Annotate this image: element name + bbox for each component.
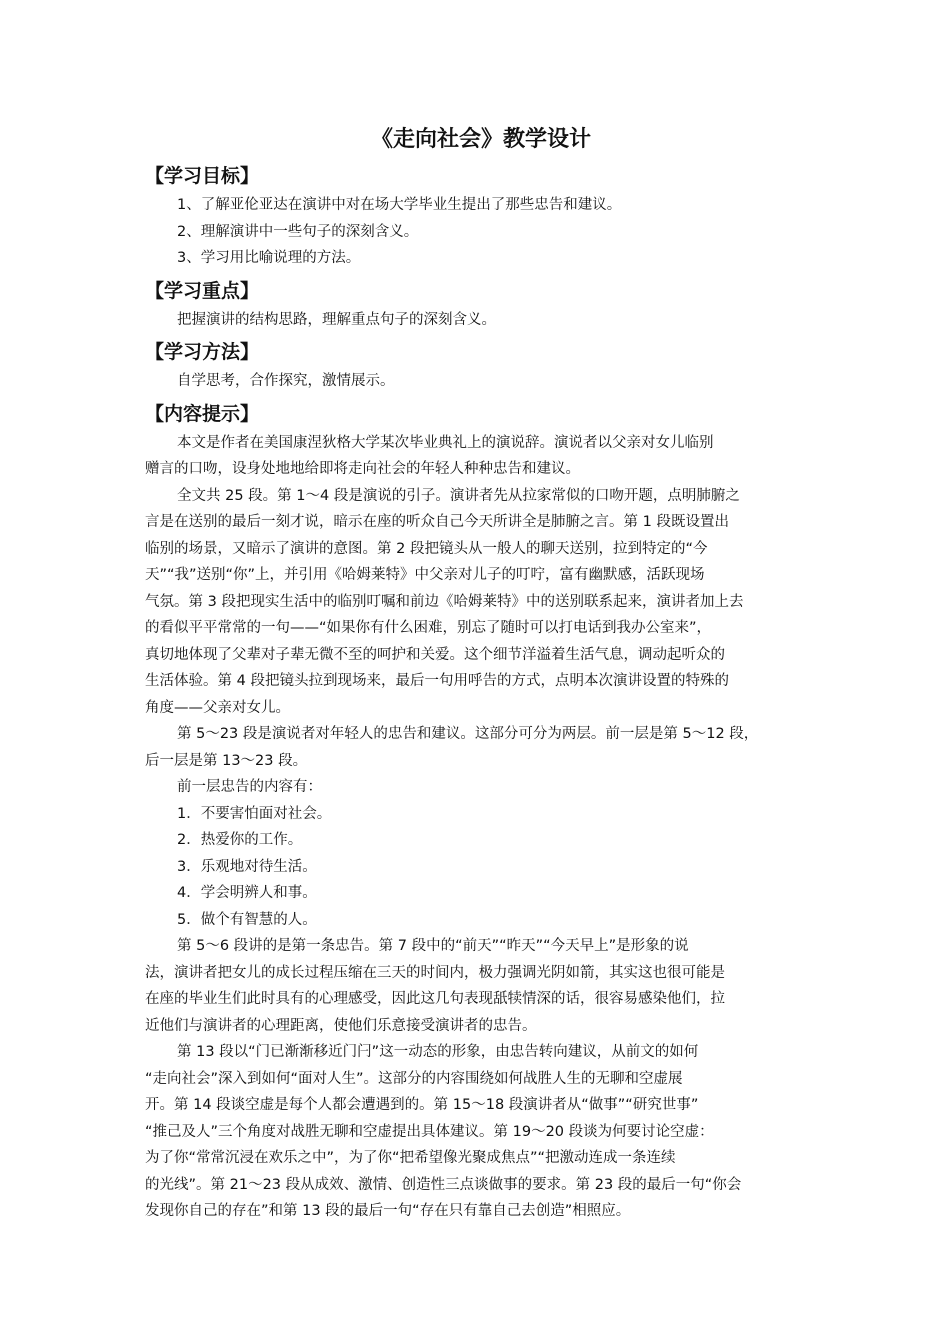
advice-list-item: 4．学会明辨人和事。 bbox=[177, 885, 317, 901]
goal-item: 2、理解演讲中一些句子的深刻含义。 bbox=[177, 223, 419, 240]
advice-list-item: 3．乐观地对待生活。 bbox=[177, 858, 317, 875]
content-line: 真切地体现了父辈对子辈无微不至的呵护和关爱。这个细节洋溢着生活气息，调动起听众的 bbox=[145, 646, 725, 663]
content-line: 生活体验。第 4 段把镜头拉到现场来，最后一句用呼告的方式，点明本次演讲设置的特殊的 bbox=[145, 673, 729, 689]
content-line: 的看似平平常常的一句——“如果你有什么困难，别忘了随时可以打电话到我办公室来”， bbox=[145, 620, 712, 636]
content-line: 近他们与演讲者的心理距离，使他们乐意接受演讲者的忠告。 bbox=[145, 1017, 537, 1034]
content-line: 在座的毕业生们此时具有的心理感受，因此这几句表现舐犊情深的话，很容易感染他们，拉 bbox=[145, 991, 725, 1007]
content-line: 前一层忠告的内容有： bbox=[177, 779, 322, 795]
content-line: 第 13 段以“门已渐渐移近门闩”这一动态的形象，由忠告转向建议，从前文的如何 bbox=[177, 1044, 699, 1060]
content-line: 气氛。第 3 段把现实生活中的临别叮嘱和前边《哈姆莱特》中的送别联系起来，演讲者加上去 bbox=[145, 593, 744, 610]
document-page bbox=[145, 120, 817, 1225]
section-heading-focus: 【学习重点】 bbox=[145, 279, 260, 302]
content-line: 法，演讲者把女儿的成长过程压缩在三天的时间内，极力强调光阴如箭，其实这也很可能是 bbox=[145, 964, 725, 981]
content-line: 全文共 25 段。第 1～4 段是演说的引子。演讲者先从拉家常似的口吻开题，点明肺腑之 bbox=[177, 487, 740, 504]
content-line: 临别的场景，又暗示了演讲的意图。第 2 段把镜头从一般人的聊天送别，拉到特定的“今 bbox=[145, 540, 708, 557]
content-line: 本文是作者在美国康涅狄格大学某次毕业典礼上的演说辞。演说者以父亲对女儿临别 bbox=[177, 434, 714, 451]
content-line: 第 5～23 段是演说者对年轻人的忠告和建议。这部分可分为两层。前一层是第 5～12 段， bbox=[177, 726, 759, 742]
content-line: 赠言的口吻，设身处地地给即将走向社会的年轻人种种忠告和建议。 bbox=[145, 461, 580, 477]
content-body bbox=[145, 430, 817, 1225]
content-line: 发现你自己的存在”和第 13 段的最后一句“存在只有靠自己去创造”相照应。 bbox=[145, 1203, 631, 1219]
content-line: 天”“我”送别“你”上，并引用《哈姆莱特》中父亲对儿子的叮咛，富有幽默感，活跃现场 bbox=[145, 567, 705, 583]
section-heading-content: 【内容提示】 bbox=[145, 402, 260, 425]
content-line: “推己及人”三个角度对战胜无聊和空虚提出具体建议。第 19～20 段谈为何要讨论空虚： bbox=[145, 1123, 714, 1140]
content-line: 第 5～6 段讲的是第一条忠告。第 7 段中的“前天”“昨天”“今天早上”是形象的说 bbox=[177, 938, 689, 954]
method-text: 自学思考，合作探究，激情展示。 bbox=[177, 373, 395, 389]
content-line: 为了你“常常沉浸在欢乐之中”，为了你“把希望像光聚成焦点”“把激动连成一条连续 bbox=[145, 1150, 676, 1166]
advice-list-item: 5．做个有智慧的人。 bbox=[177, 911, 317, 928]
content-line: 的光线”。第 21～23 段从成效、激情、创造性三点谈做事的要求。第 23 段的最后一句“你会 bbox=[145, 1176, 742, 1193]
goal-item: 1、了解亚伦亚达在演讲中对在场大学毕业生提出了那些忠告和建议。 bbox=[177, 197, 622, 213]
focus-text: 把握演讲的结构思路，理解重点句子的深刻含义。 bbox=[177, 311, 496, 328]
content-line: 开。第 14 段谈空虚是每个人都会遭遇到的。第 15～18 段演讲者从“做事”“研究世事” bbox=[145, 1097, 699, 1113]
content-line: 角度——父亲对女儿。 bbox=[145, 699, 290, 716]
advice-list-item: 1．不要害怕面对社会。 bbox=[177, 805, 332, 822]
advice-list-item: 2．热爱你的工作。 bbox=[177, 832, 303, 848]
goal-item: 3、学习用比喻说理的方法。 bbox=[177, 250, 361, 266]
content-line: “走向社会”深入到如何“面对人生”。这部分的内容围绕如何战胜人生的无聊和空虚展 bbox=[145, 1070, 683, 1087]
content-line: 后一层是第 13～23 段。 bbox=[145, 752, 308, 769]
section-heading-goals: 【学习目标】 bbox=[145, 165, 260, 187]
content-line: 言是在送别的最后一刻才说，暗示在座的听众自己今天所讲全是肺腑之言。第 1 段既设置出 bbox=[145, 514, 729, 530]
document-title: 《走向社会》教学设计 bbox=[370, 127, 591, 152]
section-heading-method: 【学习方法】 bbox=[145, 341, 260, 363]
